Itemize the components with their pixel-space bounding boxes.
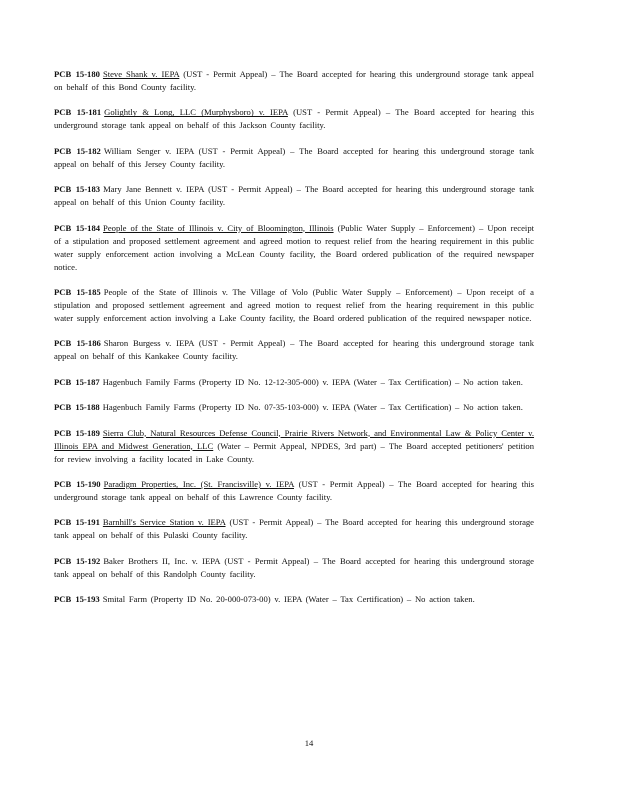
- case-number: PCB 15-193: [54, 594, 100, 605]
- case-entry-184: [54, 222, 534, 274]
- case-caption: Barnhill's Service Station v. IEPA: [102, 517, 226, 528]
- case-entry-185: [54, 286, 534, 325]
- case-summary: (Water – Permit Appeal, NPDES, 3rd part) – The Board accepted petitioners' petition for review involving a facility located in Lake County.: [54, 440, 535, 464]
- case-entry-191: [54, 516, 534, 542]
- case-summary: Mary Jane Bennett v. IEPA (UST - Permit Appeal) – The Board accepted for hearing this underground storage tank appeal on behalf of this Union County facility.: [54, 184, 534, 208]
- case-caption: People of the State of Illinois v. City of Bloomington, Illinois: [103, 222, 334, 233]
- case-number: PCB 15-189: [54, 427, 100, 438]
- case-entry-181: [54, 106, 534, 132]
- case-summary: (UST - Permit Appeal) – The Board accepted for hearing this underground storage tank appeal on behalf of this Jackson County facility.: [54, 107, 534, 131]
- case-entry-192: [54, 555, 534, 581]
- case-entry-186: [54, 337, 534, 363]
- case-caption: Sierra Club, Natural Resources Defense Council, Prairie Rivers Network, and Environmental Law & Policy Center v. Illinois EPA and Midwest Generation, LLC: [54, 427, 535, 451]
- case-summary: (Public Water Supply – Enforcement) – Upon receipt of a stipulation and proposed settlement agreement and agreed motion to request relief from the hearing requirement in this public water supply enforcement action involving a McLean County facility, the Board ordered publication of the required newspaper notice.: [54, 222, 535, 272]
- case-entry-193: [54, 593, 534, 606]
- case-summary: Sharon Burgess v. IEPA (UST - Permit Appeal) – The Board accepted for hearing this underground storage tank appeal on behalf of this Kankakee County facility.: [54, 338, 534, 362]
- case-number: PCB 15-187: [54, 376, 100, 387]
- case-number: PCB 15-190: [54, 478, 101, 489]
- case-caption: Paradigm Properties, Inc. (St. Francisville) v. IEPA: [103, 478, 294, 489]
- case-entry-190: [54, 478, 534, 504]
- case-number: PCB 15-185: [54, 286, 101, 297]
- case-number: PCB 15-191: [54, 517, 100, 528]
- case-summary: Smital Farm (Property ID No. 20-000-073-00) v. IEPA (Water – Tax Certification) – No action taken.: [102, 594, 475, 605]
- case-entry-183: [54, 183, 534, 209]
- case-number: PCB 15-188: [54, 402, 100, 413]
- case-entry-180: [54, 68, 534, 94]
- case-summary: (UST - Permit Appeal) – The Board accepted for hearing this underground storage tank appeal on behalf of this Lawrence County facility.: [54, 478, 535, 502]
- case-caption: Steve Shank v. IEPA: [102, 69, 180, 79]
- case-caption: Golightly & Long, LLC (Murphysboro) v. IEPA: [104, 107, 288, 118]
- case-summary: Hagenbuch Family Farms (Property ID No. 07-35-103-000) v. IEPA (Water – Tax Certification) – No action taken.: [102, 402, 523, 413]
- case-number: PCB 15-181: [54, 107, 102, 118]
- case-summary: William Senger v. IEPA (UST - Permit Appeal) – The Board accepted for hearing this underground storage tank appeal on behalf of this Jersey County facility.: [54, 145, 534, 169]
- case-summary: People of the State of Illinois v. The Village of Volo (Public Water Supply – Enforcement) – Upon receipt of a stipulation and proposed settlement agreement and agreed motion to request relief from the hearing requirement in this public water supply enforcement action involving a Lake County facility, the Board ordered publication of the required newspaper notice.: [54, 286, 534, 323]
- case-number: PCB 15-186: [54, 338, 101, 349]
- case-number: PCB 15-180: [54, 69, 100, 79]
- case-summary: Baker Brothers II, Inc. v. IEPA (UST - Permit Appeal) – The Board accepted for hearing this underground storage tank appeal on behalf of this Randolph County facility.: [54, 555, 535, 579]
- case-number: PCB 15-183: [54, 184, 101, 195]
- case-entry-187: [54, 376, 534, 389]
- document-body: [54, 68, 534, 618]
- case-summary: (UST - Permit Appeal) – The Board accepted for hearing this underground storage tank appeal on behalf of this Bond County facility.: [54, 69, 534, 92]
- case-number: PCB 15-184: [54, 222, 101, 233]
- case-summary: Hagenbuch Family Farms (Property ID No. 12-12-305-000) v. IEPA (Water – Tax Certification) – No action taken.: [102, 376, 523, 387]
- case-summary: (UST - Permit Appeal) – The Board accepted for hearing this underground storage tank appeal on behalf of this Pulaski County facility.: [54, 517, 534, 541]
- case-entry-188: [54, 401, 534, 414]
- case-number: PCB 15-192: [54, 555, 101, 566]
- case-entry-189: [54, 427, 534, 466]
- case-number: PCB 15-182: [54, 145, 101, 156]
- case-entry-182: [54, 145, 534, 171]
- page-number: 14: [304, 738, 314, 748]
